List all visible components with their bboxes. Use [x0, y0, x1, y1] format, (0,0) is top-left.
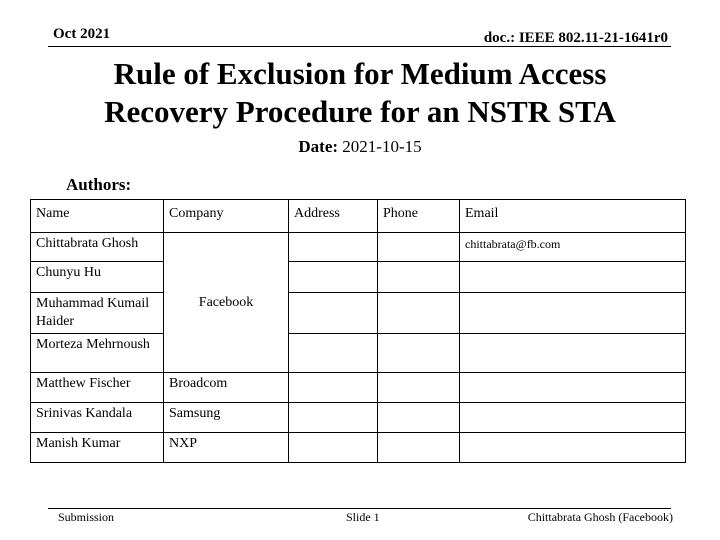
company-cell: Broadcom	[164, 373, 289, 403]
table-header-row	[31, 200, 686, 233]
footer-author: Chittabrata Ghosh (Facebook)	[527, 510, 673, 524]
name-cell: Chunyu Hu	[31, 262, 164, 293]
company-cell-merged: Facebook	[164, 233, 289, 373]
company-cell: Samsung	[164, 403, 289, 433]
phone-cell	[378, 373, 460, 403]
header-date: Oct 2021	[53, 26, 111, 42]
header-cell-phone: Phone	[378, 200, 460, 233]
email-cell	[460, 262, 686, 293]
table-row	[31, 262, 686, 293]
name-cell: Matthew Fischer	[31, 373, 164, 403]
address-cell	[289, 233, 378, 262]
email-cell	[460, 334, 686, 373]
email-cell	[460, 403, 686, 433]
name-cell: Morteza Mehrnoush	[31, 334, 164, 373]
date-line	[0, 137, 720, 157]
name-cell: Muhammad Kumail Haider	[31, 293, 164, 334]
phone-cell	[378, 403, 460, 433]
header-cell-company: Company	[164, 200, 289, 233]
title-line-2: Recovery Procedure for an NSTR STA	[104, 94, 616, 129]
phone-cell	[378, 334, 460, 373]
address-cell	[289, 373, 378, 403]
address-cell	[289, 262, 378, 293]
table-row	[31, 334, 686, 373]
email-cell: chittabrata@fb.com	[460, 233, 686, 262]
table-row	[31, 403, 686, 433]
header-cell-name: Name	[31, 200, 164, 233]
phone-cell	[378, 293, 460, 334]
address-cell	[289, 433, 378, 463]
header-cell-address: Address	[289, 200, 378, 233]
authors-heading: Authors:	[66, 175, 132, 194]
company-cell: NXP	[164, 433, 289, 463]
header-doc-id: doc.: IEEE 802.11-21-1641r0	[483, 30, 668, 46]
phone-cell	[378, 262, 460, 293]
table-row	[31, 293, 686, 334]
address-cell	[289, 334, 378, 373]
header-divider	[48, 46, 671, 47]
name-cell: Manish Kumar	[31, 433, 164, 463]
email-cell	[460, 373, 686, 403]
name-cell: Srinivas Kandala	[31, 403, 164, 433]
title-line-1: Rule of Exclusion for Medium Access	[113, 56, 607, 91]
footer-slide-number: Slide 1	[346, 510, 380, 524]
address-cell	[289, 293, 378, 334]
phone-cell	[378, 233, 460, 262]
email-cell	[460, 433, 686, 463]
authors-table	[30, 199, 686, 463]
table-row	[31, 233, 686, 262]
footer-submission: Submission	[58, 510, 115, 524]
slide-title	[40, 55, 680, 131]
name-cell: Chittabrata Ghosh	[31, 233, 164, 262]
footer-divider	[48, 508, 671, 509]
address-cell	[289, 403, 378, 433]
table-row	[31, 373, 686, 403]
table-row	[31, 433, 686, 463]
date-label: Date:	[298, 137, 339, 156]
header-cell-email: Email	[460, 200, 686, 233]
email-cell	[460, 293, 686, 334]
date-value: 2021-10-15	[342, 137, 422, 156]
phone-cell	[378, 433, 460, 463]
